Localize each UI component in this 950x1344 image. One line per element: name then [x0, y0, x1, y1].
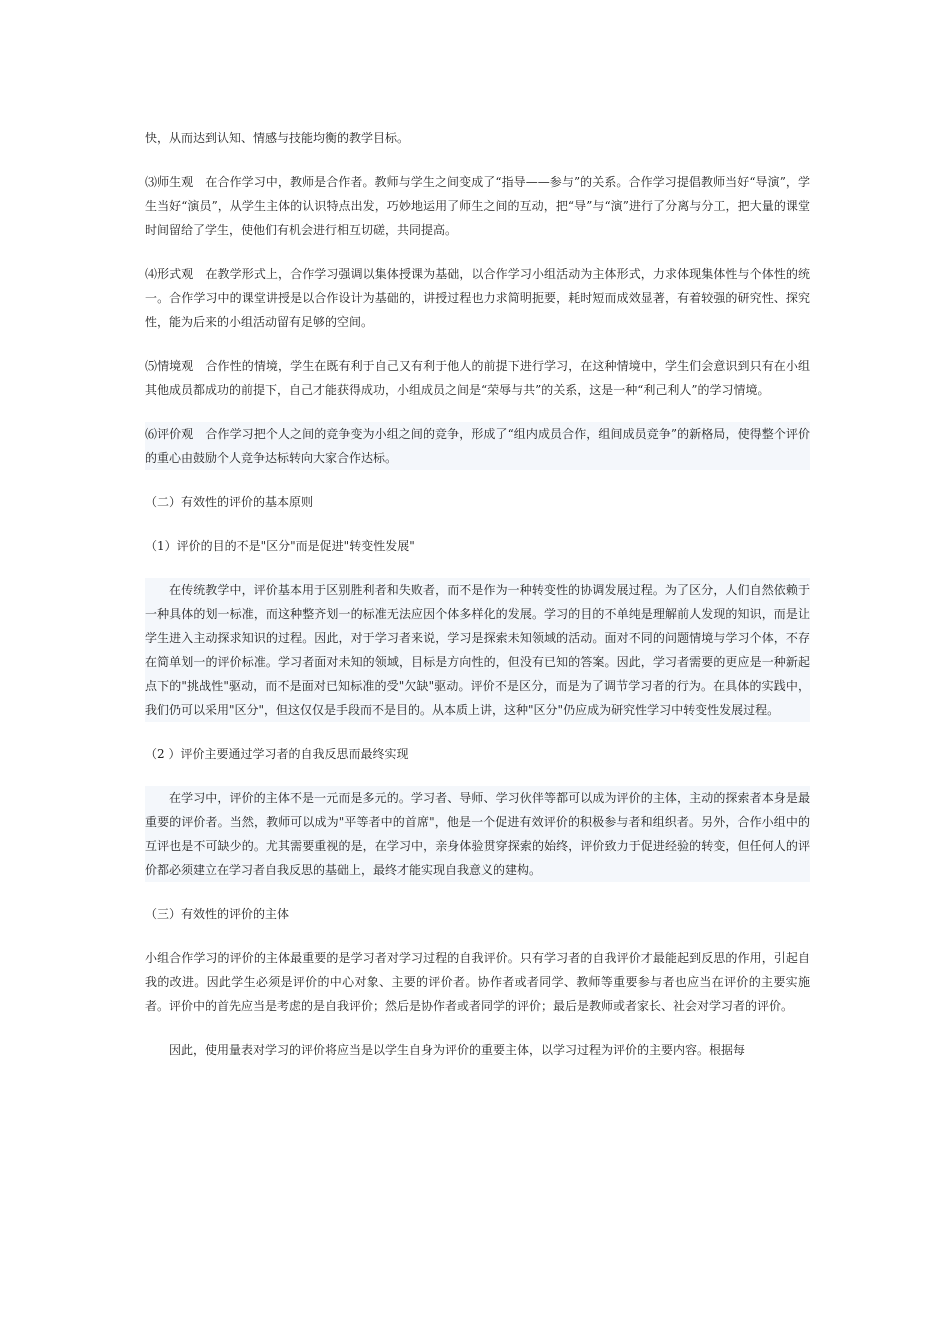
paragraph-form-view: ⑷形式观 在教学形式上，合作学习强调以集体授课为基础，以合作学习小组活动为主体形式，力求体现集体性与个体性的统一。合作学习中的课堂讲授是以合作设计为基础的，讲授过程也力求简明扼要，耗时短而成效显著，有着较强的研究性、探究性，能为后来的小组活动留有足够的空间。	[145, 267, 810, 329]
paragraph-self-evaluation: 小组合作学习的评价的主体最重要的是学习者对学习过程的自我评价。只有学习者的自我评价才最能起到反思的作用，引起自我的改进。因此学生必须是评价的中心对象、主要的评价者。协作者或者同学、教师等重要参与者也应当在评价的主要实施者。评价中的首先应当是考虑的是自我评价；然后是协作者或者同学的评价；最后是教师或者家长、社会对学习者的评价。	[145, 951, 810, 1013]
subheading-purpose: （1）评价的目的不是"区分"而是促进"转变性发展"	[145, 539, 415, 553]
paragraph-traditional-teaching: 在传统教学中，评价基本用于区别胜利者和失败者，而不是作为一种转变性的协调发展过程。为了区分，人们自然依赖于一种具体的划一标准，而这种整齐划一的标准无法应因个体多样化的发展。学习的目的不单纯是理解前人发现的知识，而是让学生进入主动探求知识的过程。因此，对于学习者来说，学习是探索未知领域的活动。面对不同的问题情境与学习个体，不存在简单划一的评价标准。学习者面对未知的领域，目标是方向性的，但没有已知的答案。因此，学习者需要的更应是一种新起点下的"挑战性"驱动，而不是面对已知标准的受"欠缺"驱动。评价不是区分，而是为了调节学习者的行为。在具体的实践中，我们仍可以采用"区分"，但这仅仅是手段而不是目的。从本质上讲，这种"区分"仍应成为研究性学习中转变性发展过程。	[145, 578, 810, 722]
subheading-self-reflection: （2 ）评价主要通过学习者的自我反思而最终实现	[145, 747, 409, 761]
section-heading-subject: （三）有效性的评价的主体	[145, 907, 290, 921]
paragraph-situation-view: ⑸情境观 合作性的情境，学生在既有利于自己又有利于他人的前提下进行学习，在这种情境中，学生们会意识到只有在小组其他成员都成功的前提下，自己才能获得成功，小组成员之间是“荣辱与共”的关系，这是一种“利己利人”的学习情境。	[145, 359, 810, 397]
paragraph-evaluation-view: ⑹评价观 合作学习把个人之间的竞争变为小组之间的竞争，形成了“组内成员合作，组间成员竞争”的新格局，使得整个评价的重心由鼓励个人竞争达标转向大家合作达标。	[145, 422, 810, 470]
paragraph-goal-end: 快，从而达到认知、情感与技能均衡的教学目标。	[145, 131, 410, 145]
paragraph-evaluation-subject: 在学习中，评价的主体不是一元而是多元的。学习者、导师、学习伙伴等都可以成为评价的主体，主动的探索者本身是最重要的评价者。当然，教师可以成为"平等者中的首席"，他是一个促进有效评价的积极参与者和组织者。另外，合作小组中的互评也是不可缺少的。尤其需要重视的是，在学习中，亲身体验贯穿探索的始终，评价致力于促进经验的转变，但任何人的评价都必须建立在学习者自我反思的基础上，最终才能实现自我意义的建构。	[145, 786, 810, 882]
paragraph-scale-evaluation: 因此，使用量表对学习的评价将应当是以学生自身为评价的重要主体，以学习过程为评价的主要内容。根据每	[169, 1043, 746, 1057]
paragraph-teacher-student-view: ⑶师生观 在合作学习中，教师是合作者。教师与学生之间变成了“指导——参与”的关系。合作学习提倡教师当好“导演”，学生当好“演员”，从学生主体的认识特点出发，巧妙地运用了师生之间的互动，把“导”与“演”进行了分离与分工，把大量的课堂时间留给了学生，使他们有机会进行相互切磋，共同提高。	[145, 175, 810, 237]
section-heading-principles: （二）有效性的评价的基本原则	[145, 495, 314, 509]
document-body	[145, 126, 810, 1062]
